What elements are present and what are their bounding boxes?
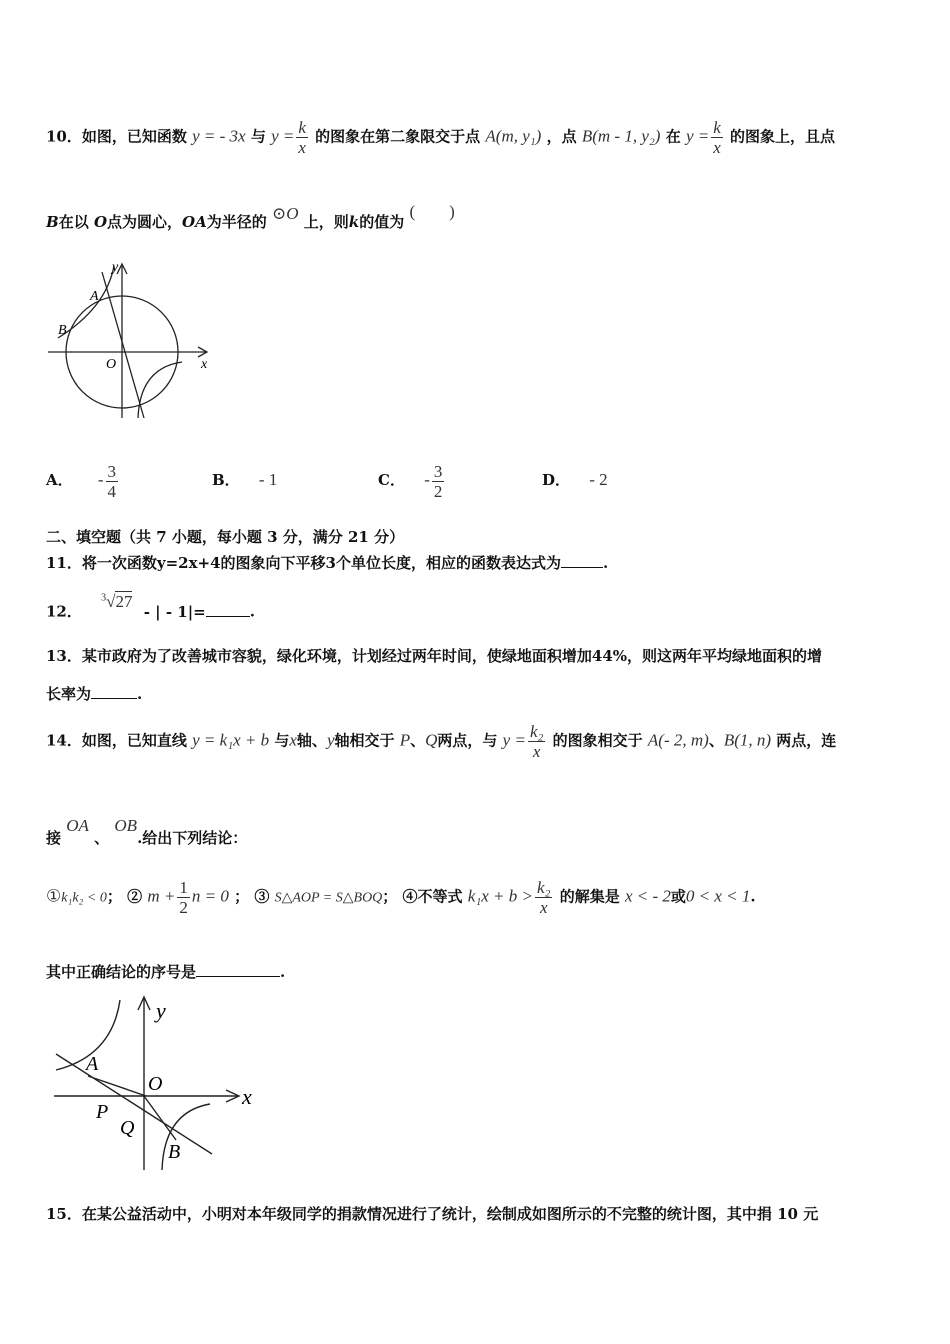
q12: 12． $^3$√27 - | - 1|= . — [46, 591, 255, 621]
fig10-label-y: y — [112, 260, 119, 275]
option-b[interactable]: B． - 1 — [212, 470, 278, 489]
fig14-label-q: Q — [120, 1117, 135, 1139]
fig10-label-o: O — [106, 357, 117, 372]
q10-point-a: A(m, y₁) — [485, 126, 542, 146]
q14-conclusions: ①k₁k₂ < 0； ② m + $\frac{1}{2}$ n = 0 ； ③ S△AOP = S△BOQ； ④不等式 k₁x + b > $\frac{\text{k₂}}{x}$ 的解集是 x < - 2或0 < x < 1. — [46, 878, 756, 917]
q14-line2: 接 OA 、 OB.给出下列结论： — [46, 816, 248, 847]
answer-paren: ( ) — [409, 202, 455, 221]
line-pq — [56, 1054, 212, 1154]
answer-blank[interactable] — [91, 684, 137, 699]
option-c[interactable]: C． - $\frac{3}{2}$ — [378, 461, 443, 501]
q14-line1: 14．如图，已知直线 y = k₁x + b 与x轴、y轴相交于 P、Q两点，与 y = $\frac{\text{k₂}}{x}$ 的图象相交于 A(- 2, m)、B(1, n) 两点，连 — [46, 722, 837, 761]
fig14-label-y: y — [156, 998, 166, 1023]
q10-point-b: B(m - 1, y₂) — [581, 126, 661, 146]
fig14-label-o: O — [148, 1073, 163, 1095]
q13-line2: 长率为 . — [46, 685, 143, 703]
fig10-label-b: B — [58, 323, 67, 338]
q14-figure — [52, 992, 264, 1174]
q10-figure — [44, 258, 224, 424]
q14-line-eq: y = k₁x + b — [192, 730, 270, 750]
answer-blank[interactable] — [206, 602, 250, 617]
answer-blank[interactable] — [196, 962, 280, 977]
q10-fraction: $\frac{k}{x}$ — [298, 118, 306, 157]
fig14-label-x: x — [242, 1084, 252, 1109]
q10-linear-eq: y = - 3x — [192, 126, 246, 146]
circle-symbol: ⊙O — [272, 204, 299, 223]
fig14-label-b: B — [168, 1141, 181, 1163]
segment-ob — [144, 1096, 176, 1140]
cube-root: $^3$√27 — [101, 591, 133, 611]
fig10-label-a: A — [90, 289, 99, 304]
section-title: 二、填空题（共 7 小题，每小题 3 分，满分 21 分） — [46, 528, 405, 546]
answer-blank[interactable] — [561, 553, 603, 568]
fig10-label-x: x — [201, 357, 208, 372]
q14-ask: 其中正确结论的序号是 . — [46, 963, 286, 981]
fig14-label-a: A — [86, 1053, 99, 1075]
q14-fraction: $\frac{\text{k₂}}{x}$ — [529, 722, 544, 761]
q11: 11．将一次函数y=2x+4的图象向下平移3个单位长度，相应的函数表达式为 . — [46, 554, 609, 572]
q10-fraction-2: $\frac{k}{x}$ — [713, 118, 721, 157]
fig14-label-p: P — [96, 1101, 109, 1123]
option-d[interactable]: D． - 2 — [542, 470, 608, 489]
q13-line1: 13．某市政府为了改善城市容貌，绿化环境，计划经过两年时间，使绿地面积增加44%，则这两年平均绿地面积的增 — [46, 647, 823, 665]
q15: 15．在某公益活动中，小明对本年级同学的捐款情况进行了统计，绘制成如图所示的不完整的统计图，其中捐 10 元 — [46, 1205, 819, 1223]
option-a[interactable]: A． - $\frac{3}{4}$ — [46, 461, 117, 501]
q10-line2: B在以 O点为圆心，OA为半径的 ⊙O 上，则k的值为 ( ) — [46, 202, 455, 231]
q10-line1: 10．如图，已知函数 y = - 3x 与 y = $\frac{k}{x}$ 的图象在第二象限交于点 A(m, y₁) ，点 B(m - 1, y₂) 在 y = $\frac{k}{x}$ 的图象上，且点 — [46, 118, 836, 157]
line-y-neg-3x — [102, 272, 144, 418]
